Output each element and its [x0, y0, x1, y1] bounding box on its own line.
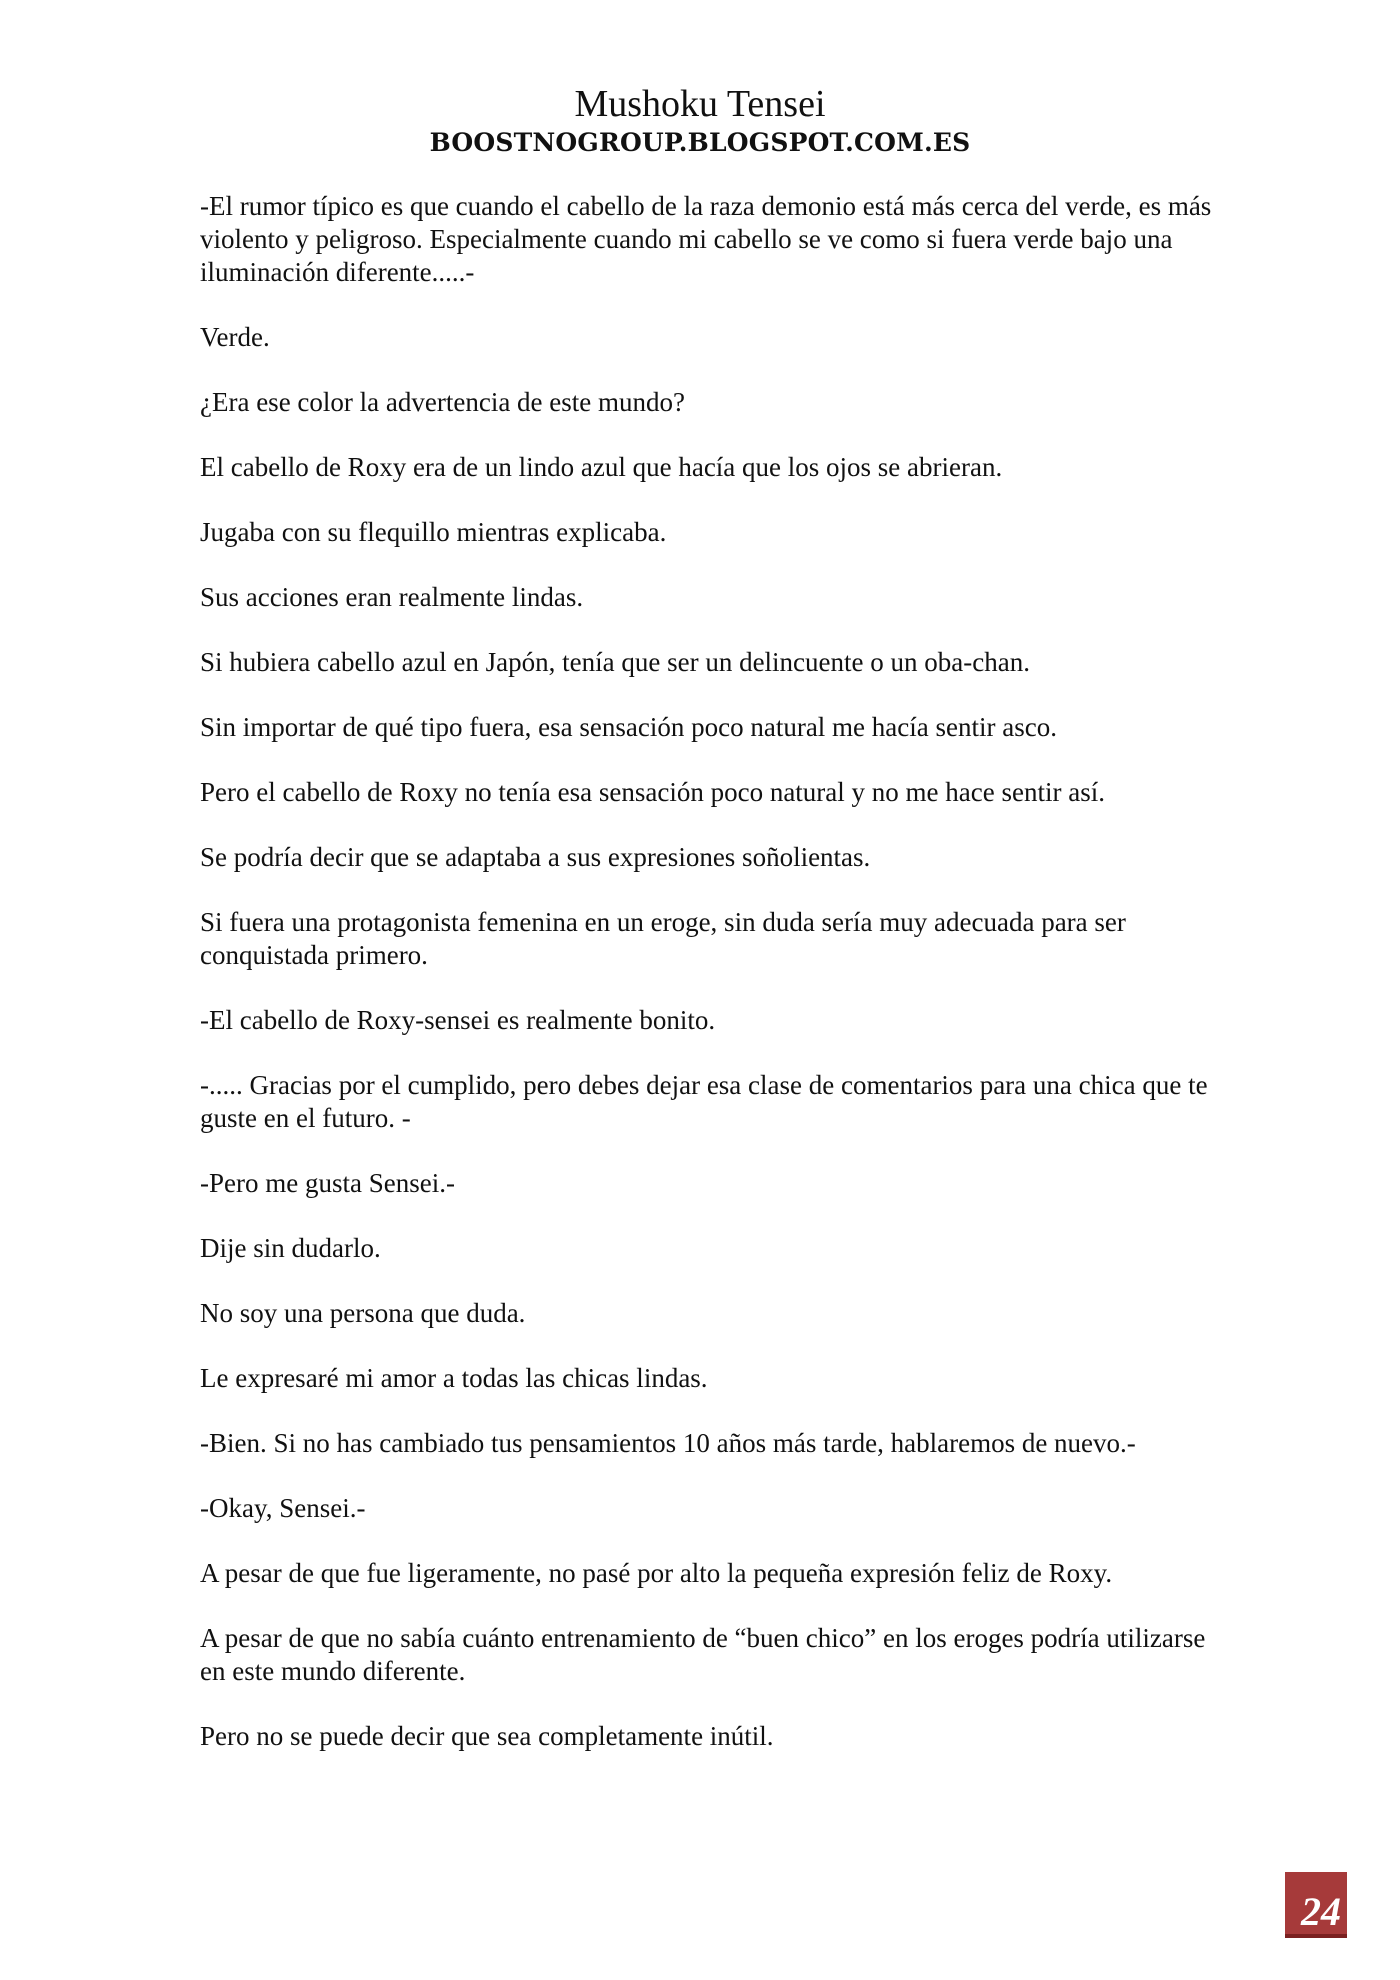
paragraph: El cabello de Roxy era de un lindo azul que hacía que los ojos se abrieran.	[200, 452, 1003, 482]
paragraph: -Pero me gusta Sensei.-	[200, 1168, 455, 1198]
paragraph: -Okay, Sensei.-	[200, 1493, 366, 1523]
page-number: 24	[1301, 1889, 1341, 1934]
paragraph: Si fuera una protagonista femenina en un eroge, sin duda sería muy adecuada para ser conquistada primero.	[200, 907, 1126, 970]
paragraph: Sus acciones eran realmente lindas.	[200, 582, 584, 612]
paragraph: -El rumor típico es que cuando el cabello de la raza demonio está más cerca del verde, es más violento y peligroso. Especialmente cuando mi cabello se ve como si fuera verde bajo una iluminación diferente.....-	[200, 191, 1212, 287]
paragraph: Jugaba con su flequillo mientras explicaba.	[200, 517, 667, 547]
paragraph: Verde.	[200, 322, 270, 352]
paragraph: -Bien. Si no has cambiado tus pensamientos 10 años más tarde, hablaremos de nuevo.-	[200, 1428, 1136, 1458]
paragraph: Pero el cabello de Roxy no tenía esa sensación poco natural y no me hace sentir así.	[200, 777, 1105, 807]
page-header	[0, 82, 1400, 158]
paragraph: -El cabello de Roxy-sensei es realmente bonito.	[200, 1005, 716, 1035]
paragraph: Sin importar de qué tipo fuera, esa sensación poco natural me hacía sentir asco.	[200, 712, 1057, 742]
paragraph: Pero no se puede decir que sea completamente inútil.	[200, 1721, 774, 1751]
book-title: Mushoku Tensei	[574, 83, 826, 125]
paragraph: Si hubiera cabello azul en Japón, tenía que ser un delincuente o un oba-chan.	[200, 647, 1030, 677]
paragraph: A pesar de que no sabía cuánto entrenamiento de “buen chico” en los eroges podría utilizarse en este mundo diferente.	[200, 1623, 1206, 1686]
paragraph: A pesar de que fue ligeramente, no pasé por alto la pequeña expresión feliz de Roxy.	[200, 1558, 1113, 1588]
body-text	[200, 190, 1220, 1785]
site-name: BOOSTNOGROUP.BLOGSPOT.COM.ES	[429, 128, 971, 157]
page-number-badge	[1285, 1872, 1347, 1938]
paragraph: No soy una persona que duda.	[200, 1298, 526, 1328]
paragraph: Se podría decir que se adaptaba a sus expresiones soñolientas.	[200, 842, 871, 872]
paragraph: Le expresaré mi amor a todas las chicas lindas.	[200, 1363, 708, 1393]
paragraph: ¿Era ese color la advertencia de este mundo?	[200, 387, 685, 417]
paragraph: -..... Gracias por el cumplido, pero debes dejar esa clase de comentarios para una chica que te guste en el futuro. -	[200, 1070, 1208, 1133]
paragraph: Dije sin dudarlo.	[200, 1233, 381, 1263]
